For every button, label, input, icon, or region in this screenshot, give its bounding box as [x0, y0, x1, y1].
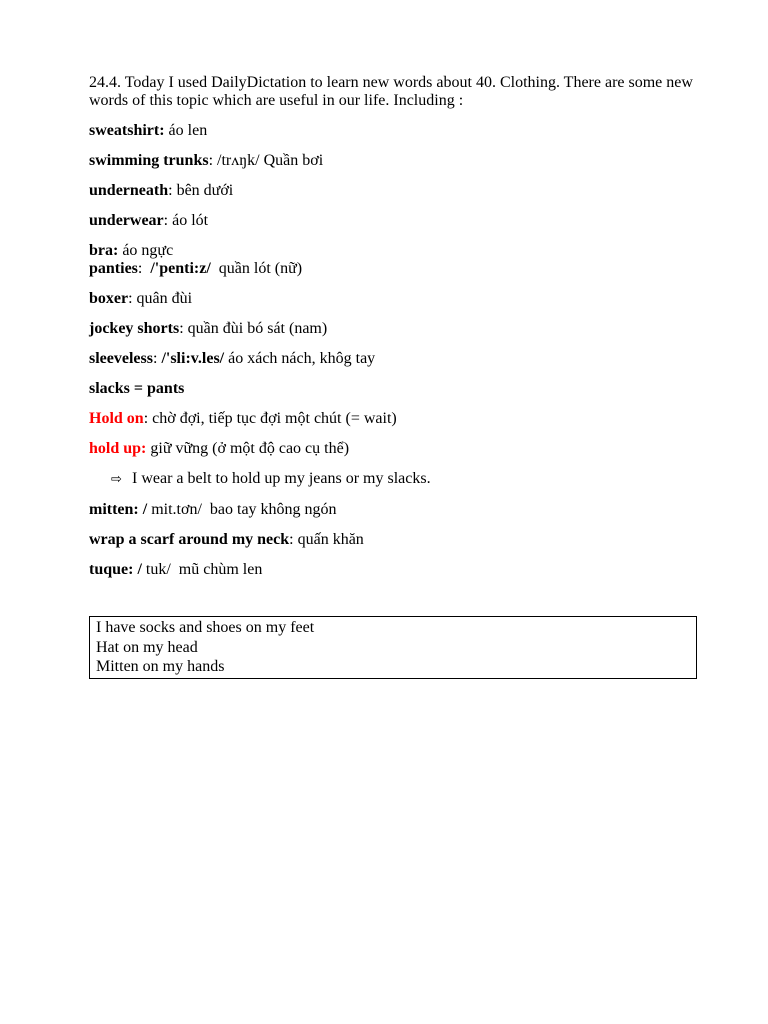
vocab-term: bra: — [89, 242, 119, 259]
hollow-right-arrow-icon: ⇨ — [111, 472, 122, 487]
vocab-entry-hold-up — [89, 440, 699, 458]
vocab-term: jockey shorts — [89, 320, 180, 337]
vocab-meaning: giữ vững (ở một độ cao cụ thể) — [146, 440, 350, 457]
vocab-term: panties — [89, 260, 138, 277]
vocab-term: sweatshirt: — [89, 122, 165, 139]
vocab-term: swimming trunks — [89, 152, 209, 169]
vocab-entry-panties — [89, 260, 699, 278]
poem-box — [89, 616, 697, 679]
vocab-term: tuque: / — [89, 561, 142, 578]
vocab-entry-underneath — [89, 182, 699, 200]
vocab-entry-jockey-shorts — [89, 320, 699, 338]
vocab-entry-underwear — [89, 212, 699, 230]
example-text: I wear a belt to hold up my jeans or my slacks. — [132, 470, 431, 487]
vocab-entry-boxer — [89, 290, 699, 308]
vocab-entry-swimming-trunks — [89, 152, 699, 170]
vocab-entry-hold-on — [89, 410, 699, 428]
vocab-meaning: : quân đùi — [128, 290, 193, 307]
vocab-meaning: : chờ đợi, tiếp tục đợi một chút (= wait) — [143, 410, 397, 427]
vocab-separator: : — [152, 350, 162, 367]
vocab-meaning: : bên dưới — [168, 182, 234, 199]
vocab-entry-sweatshirt — [89, 122, 699, 140]
vocab-meaning: mit.tơn/ bao tay không ngón — [147, 501, 337, 518]
vocab-pronunciation: /'sli:v.les/ — [161, 350, 225, 367]
vocab-meaning: : áo lót — [163, 212, 209, 229]
vocab-meaning: : quần đùi bó sát (nam) — [179, 320, 328, 337]
vocab-separator: : — [137, 260, 151, 277]
vocab-entry-bra — [89, 242, 699, 260]
vocab-pronunciation: /'penti:z/ — [150, 260, 211, 277]
vocab-term: mitten: / — [89, 501, 148, 518]
poem-line: Hat on my head — [96, 638, 198, 656]
poem-line: Mitten on my hands — [96, 658, 225, 675]
vocab-entry-tuque — [89, 561, 699, 579]
vocab-meaning: áo len — [164, 122, 208, 139]
vocab-term: sleeveless — [89, 350, 153, 367]
vocab-entry-wrap-scarf — [89, 531, 699, 549]
vocab-entry-sleeveless — [89, 350, 699, 368]
vocab-term: underneath — [89, 182, 169, 199]
vocab-term: slacks = pants — [89, 380, 185, 397]
vocab-meaning: : quấn khăn — [289, 531, 364, 548]
document-body — [89, 74, 699, 591]
vocab-meaning: áo ngực — [118, 242, 174, 259]
vocab-term: wrap a scarf around my neck — [89, 531, 290, 548]
vocab-meaning: áo xách nách, khôg tay — [224, 350, 376, 367]
vocab-meaning: quần lót (nữ) — [210, 260, 303, 277]
example-sentence — [89, 470, 699, 489]
vocab-term: boxer — [89, 290, 129, 307]
intro-paragraph: 24.4. Today I used DailyDictation to learn new words about 40. Clothing. There are some new words of this topic which are useful in our life. Including : — [89, 74, 693, 109]
vocab-entry-slacks — [89, 380, 699, 398]
poem-line: I have socks and shoes on my feet — [96, 619, 315, 636]
vocab-meaning: tuk/ mũ chùm len — [141, 561, 263, 578]
vocab-term-highlighted: Hold on — [89, 410, 144, 427]
vocab-term: underwear — [89, 212, 164, 229]
vocab-term-highlighted: hold up: — [89, 440, 147, 457]
vocab-entry-mitten — [89, 501, 699, 519]
vocab-meaning: : /trʌŋk/ Quần bơi — [208, 152, 324, 169]
